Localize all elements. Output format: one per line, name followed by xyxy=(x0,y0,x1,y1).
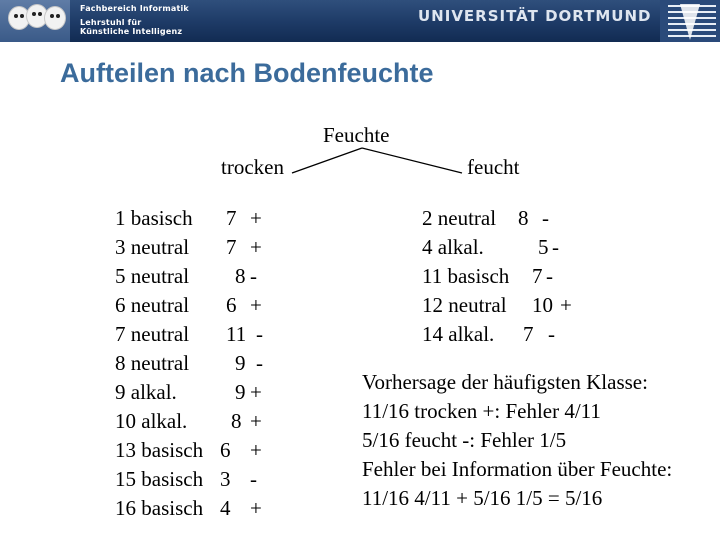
prediction-line-4: Fehler bei Information über Feuchte: xyxy=(362,457,673,481)
department-name: Fachbereich Informatik xyxy=(80,4,189,13)
prediction-line-3: 5/16 feucht -: Fehler 1/5 xyxy=(362,428,567,452)
tree-edge-left xyxy=(292,148,362,173)
prediction-line-2: 11/16 trocken +: Fehler 4/11 xyxy=(362,399,601,423)
chair-name-line1: Lehrstuhl für xyxy=(80,18,142,27)
tree-branch-trocken: trocken xyxy=(221,155,284,179)
chair-name-line2: Künstliche Intelligenz xyxy=(80,27,183,36)
prediction-line-5: 11/16 4/11 + 5/16 1/5 = 5/16 xyxy=(362,486,603,510)
university-name: UNIVERSITÄT DORTMUND xyxy=(418,7,652,25)
prediction-line-1: Vorhersage der häufigsten Klasse: xyxy=(362,370,648,394)
tree-branch-feucht: feucht xyxy=(467,155,520,179)
slide-title: Aufteilen nach Bodenfeuchte xyxy=(60,58,434,88)
mascot-icon xyxy=(44,6,66,30)
tree-root-node: Feuchte xyxy=(323,123,390,147)
header-bar xyxy=(0,0,720,42)
prediction-text xyxy=(362,368,672,513)
university-logo-icon xyxy=(660,0,720,42)
tree-edge-right xyxy=(362,148,462,173)
department-logo xyxy=(0,0,70,42)
